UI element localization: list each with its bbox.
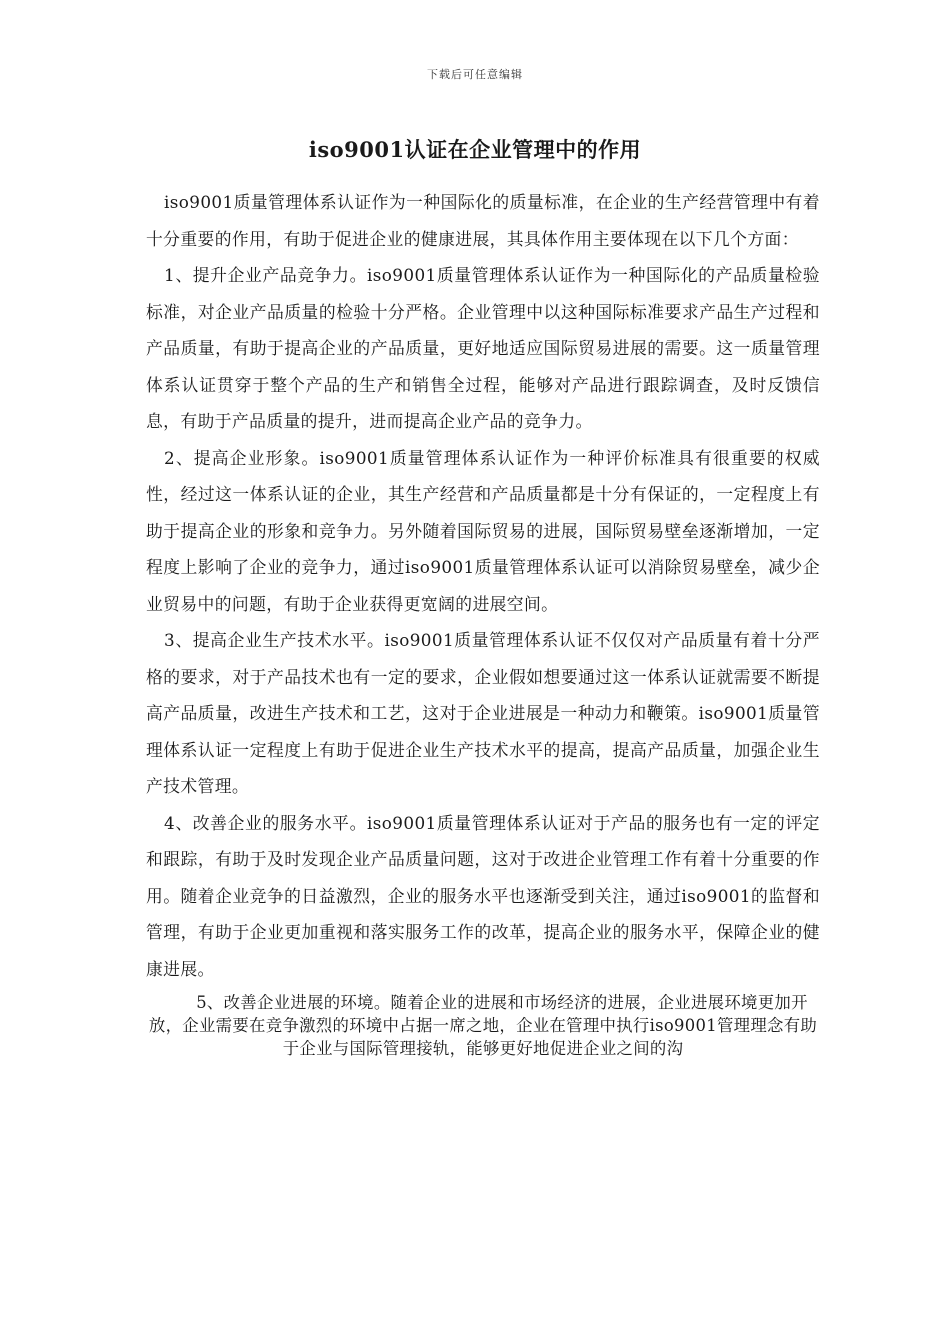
paragraph-point-4: 4、改善企业的服务水平。iso9001质量管理体系认证对于产品的服务也有一定的评定和跟踪，有助于及时发现企业产品质量问题，这对于改进企业管理工作有着十分重要的作用。随着企业竞争的日益激烈，企业的服务水平也逐渐受到关注，通过iso9001的监督和管理，有助于企业更加重视和落实服务工作的改革，提高企业的服务水平，保障企业的健康进展。 (146, 812, 820, 979)
page-header-note: 下载后可任意编辑 (427, 68, 523, 81)
paragraph-point-5: 5、改善企业进展的环境。随着企业的进展和市场经济的进展，企业进展环境更加开放，企业需要在竞争激烈的环境中占据一席之地，企业在管理中执行iso9001管理理念有助于企业与国际管理接轨，能够更好地促进企业之间的沟 (148, 993, 818, 1058)
document-title: iso9001认证在企业管理中的作用 (308, 137, 642, 162)
paragraph-point-2: 2、提高企业形象。iso9001质量管理体系认证作为一种评价标准具有很重要的权威性，经过这一体系认证的企业，其生产经营和产品质量都是十分有保证的，一定程度上有助于提高企业的形象和竞争力。另外随着国际贸易的进展，国际贸易壁垒逐渐增加，一定程度上影响了企业的竞争力，通过iso9001质量管理体系认证可以消除贸易壁垒，减少企业贸易中的问题，有助于企业获得更宽阔的进展空间。 (146, 447, 820, 614)
paragraph-point-3: 3、提高企业生产技术水平。iso9001质量管理体系认证不仅仅对产品质量有着十分严格的要求，对于产品技术也有一定的要求，企业假如想要通过这一体系认证就需要不断提高产品质量，改进生产技术和工艺，这对于企业进展是一种动力和鞭策。iso9001质量管理体系认证一定程度上有助于促进企业生产技术水平的提高，提高产品质量，加强企业生产技术管理。 (146, 630, 820, 796)
paragraph-point-1: 1、提升企业产品竞争力。iso9001质量管理体系认证作为一种国际化的产品质量检验标准，对企业产品质量的检验十分严格。企业管理中以这种国际标准要求产品生产过程和产品质量，有助于提高企业的产品质量，更好地适应国际贸易进展的需要。这一质量管理体系认证贯穿于整个产品的生产和销售全过程，能够对产品进行跟踪调查，及时反馈信息，有助于产品质量的提升，进而提高企业产品的竞争力。 (146, 265, 820, 431)
document-body (146, 184, 820, 1060)
paragraph-intro: iso9001质量管理体系认证作为一种国际化的质量标准，在企业的生产经营管理中有着十分重要的作用，有助于促进企业的健康进展，其具体作用主要体现在以下几个方面： (146, 192, 820, 249)
